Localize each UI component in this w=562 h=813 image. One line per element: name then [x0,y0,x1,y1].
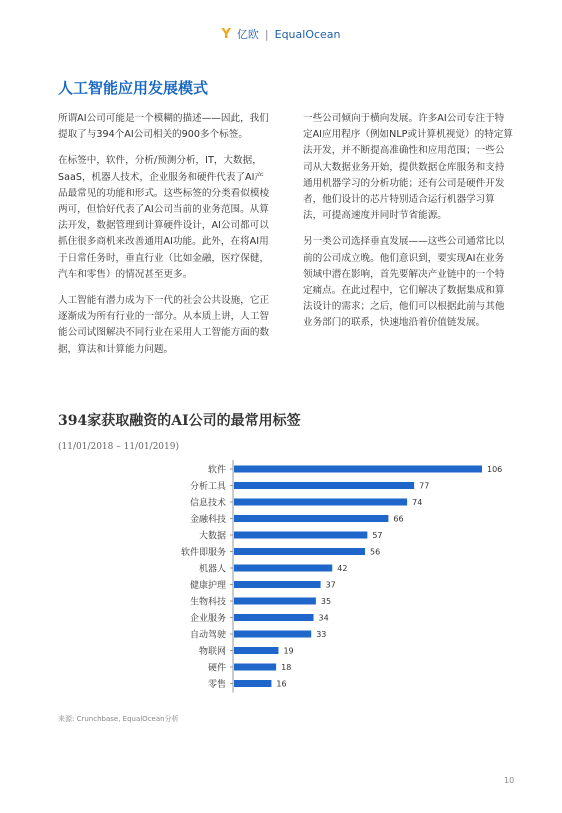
category-label: 分析工具 [189,482,226,492]
value-label: 16 [276,679,287,689]
value-label: 74 [412,498,423,507]
bar [234,614,314,621]
source-note: 来源: Crunchbase, EqualOcean分析 [58,715,179,723]
value-label: 33 [316,630,327,639]
paragraph: 人工智能有潜力成为下一代的社会公共设施，它正逐渐成为所有行业的一部分。从本质上讲，人工智能公司试图解决不同行业在采用人工智能方面的数据，算法和计算能力问题。 [58,295,270,355]
value-label: 57 [372,531,383,540]
logo-cn: 亿欧 [236,28,259,41]
category-label: 自动驾驶 [189,630,226,641]
value-label: 66 [393,514,404,524]
category-label: 零售 [207,680,226,690]
value-label: 56 [370,547,381,557]
right-column [303,111,513,342]
chart-title: 394家获取融资的AI公司的最常用标签 [58,413,301,429]
paragraph: 一些公司倾向于横向发展。许多AI公司专注于特定AI应用程序（例如NLP或计算机视觉）的特定算法开发，并不断提高准确性和应用范围；一些公司从大数据业务开始，提供数据仓库服务和支持通用机器学习的分析功能；还有公司是硬件开发者，他们设计的芯片特别适合运行机器学习算法，可提高速度并同时节省能源。 [303,113,513,222]
bar [234,647,278,654]
value-label: 19 [283,646,294,656]
page-number: 10 [504,776,515,785]
paragraph: 另一类公司选择垂直发展——这些公司通常比以前的公司成立晚。他们意识到，要实现AI在业务领域中潜在影响，首先要解决产业链中的一个特定痛点。在此过程中，它们解决了数据集成和算法设计的需求；之后，他们可以根据此前与其他业务部门的联系，快速地沿着价值链发展。 [303,236,505,329]
category-label: 生物科技 [189,597,226,608]
bar [234,631,311,638]
value-label: 34 [318,613,329,623]
category-label: 企业服务 [189,614,226,624]
bar-chart [0,455,562,695]
bar [234,565,332,572]
bar [234,515,388,522]
value-label: 35 [320,597,332,606]
category-label: 机器人 [198,564,226,575]
category-label: 金融科技 [189,515,226,525]
bar [234,680,271,687]
brand-logo [221,26,340,42]
value-label: 18 [281,663,292,672]
page-header [0,26,562,42]
bar [234,664,276,671]
value-label: 37 [325,580,336,590]
yiou-logo-icon: Y [221,26,231,42]
value-label: 42 [337,564,348,573]
logo-en: EqualOcean [274,27,341,41]
category-label: 软件 [207,465,226,476]
bar [234,532,367,539]
paragraph: 所谓AI公司可能是一个模糊的描述——因此，我们提取了与394个AI公司相关的900多个标签。 [58,113,269,141]
section-title: 人工智能应用发展模式 [58,79,209,97]
left-column [58,111,270,368]
category-label: 软件即服务 [180,548,226,558]
category-label: 健康护理 [189,581,226,591]
chart-subtitle: (11/01/2018 – 11/01/2019) [58,442,179,452]
value-label: 77 [419,481,430,491]
bar [234,466,482,473]
bar [234,581,321,588]
logo-separator: | [264,27,269,41]
bar [234,499,407,506]
bar [234,598,316,605]
value-label: 106 [487,465,503,474]
paragraph: 在标签中，软件，分析/预测分析，IT，大数据，SaaS，机器人技术，企业服务和硬件代表了AI产品最常见的功能和形式。这些标签的分类看似模棱两可，但恰好代表了AI公司当前的业务范围。从算法开发，数据管理到计算硬件设计，AI公司都可以抓住很多商机来改善通用AI功能。此外，在将AI用于日常任务时，垂直行业（比如金融，医疗保健，汽车和零售）的情况甚至更多。 [58,155,270,280]
category-label: 大数据 [198,531,226,542]
category-label: 信息技术 [189,498,226,509]
category-label: 硬件 [207,663,226,674]
bar [234,482,414,489]
bar [234,548,365,555]
category-label: 物联网 [198,647,226,657]
